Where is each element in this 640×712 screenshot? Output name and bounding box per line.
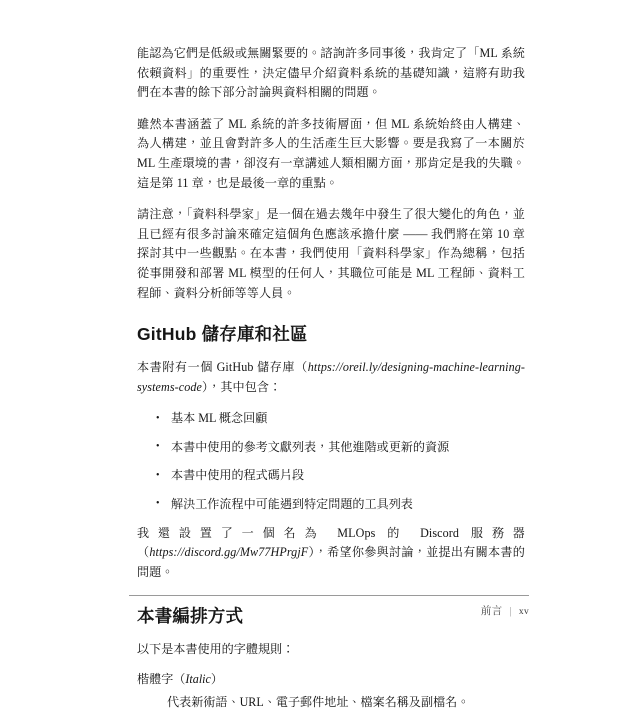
footer-separator: |: [509, 606, 512, 617]
paragraph-discord-server: [137, 524, 525, 583]
discord-intro-suffix: ），希望你參與討論，並提出有關本書的問題。: [137, 545, 525, 579]
conventions-intro: 以下是本書使用的字體規則：: [137, 641, 295, 656]
paragraph-github-repo: [137, 358, 525, 397]
paragraph-intro-data: 能認為它們是低級或無關緊要的。諮詢許多同事後，我肯定了「ML 系統依賴資料」的重要性，決定儘早介紹資料系統的基礎知識，這將有助我們在本書的餘下部分討論與資料相關的問題。: [137, 46, 525, 100]
term-italic-sample: Italic: [185, 672, 211, 687]
github-intro-suffix: ），其中包含：: [202, 379, 282, 394]
page-footer: [129, 595, 529, 618]
footer-content: [129, 603, 529, 618]
list-item: • 基本 ML 概念回顧: [137, 409, 525, 428]
list-item: • 本書中使用的程式碼片段: [137, 466, 525, 485]
discord-invite-url: https://discord.gg/Mw77HPrgjF: [149, 545, 309, 560]
footer-page-number: xv: [518, 607, 529, 617]
github-contents-list: [137, 409, 525, 514]
github-repo-url: https://oreil.ly/designing-machine-learning-systems-code: [137, 360, 525, 394]
heading-conventions: 本書編排方式: [137, 605, 244, 626]
term-prefix: 楷體字（: [137, 672, 186, 687]
list-item: • 本書中使用的參考文獻列表，其他進階或更新的資源: [137, 438, 525, 457]
list-item: • 解決工作流程中可能遇到特定問題的工具列表: [137, 495, 525, 514]
paragraph-data-scientist-role: 請注意，「資料科學家」是一個在過去幾年中發生了很大變化的角色，並且已經有很多討論來確定這個角色應該承擔什麼 —— 我們將在第 10 章探討其中一些觀點。在本書，我們使用「資料科學家」作為總稱，包括從事開發和部署 ML 模型的任何人，其職位可能是 ML 工程師、資料工程師、資料分析師等等人員。: [137, 207, 525, 300]
heading-github-repo: GitHub 儲存庫和社區: [137, 324, 308, 345]
footer-section-label: 前言: [480, 606, 503, 617]
convention-term-italic: [137, 670, 525, 690]
discord-intro-text: 我還設置了一個名為 MLOps 的 Discord 服務器（: [137, 525, 525, 560]
github-intro-text: 本書附有一個 GitHub 儲存庫（: [137, 360, 308, 375]
paragraph-human-side: 雖然本書涵蓋了 ML 系統的許多技術層面，但 ML 系統始終由人構建、為人構建，並且會對許多人的生活產生巨大影響。要是我寫了一本關於 ML 生產環境的書，卻沒有一章講述人類相關方面，那肯定是我的失職。這是第 11 章，也是最後一章的重點。: [137, 116, 525, 190]
term-suffix: ）: [210, 672, 224, 687]
footer-divider: [129, 595, 529, 596]
convention-definition-italic: 代表新術語、URL、電子郵件地址、檔案名稱及副檔名。: [167, 694, 470, 709]
